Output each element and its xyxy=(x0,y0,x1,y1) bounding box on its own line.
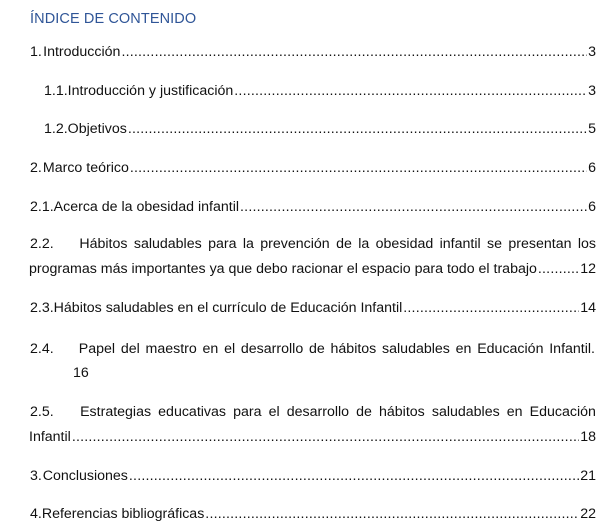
toc-entry-2-2-line1[interactable] xyxy=(30,236,596,256)
toc-entry-title-word: hábitos xyxy=(379,404,425,420)
toc-entry-page: 14 xyxy=(580,300,596,316)
toc-entry-title-word: en xyxy=(202,341,219,357)
toc-entry-2-1[interactable] xyxy=(30,199,596,219)
toc-entry-title-continued: Infantil xyxy=(29,429,71,445)
toc-entry-3[interactable] xyxy=(30,468,596,488)
toc-entry-title-word: se xyxy=(487,236,502,252)
toc-entry-2-5-line2[interactable] xyxy=(29,429,596,449)
toc-entry-title-word: de xyxy=(336,236,352,252)
toc-entry-page: 6 xyxy=(588,199,596,215)
toc-entry-2-5-line1[interactable] xyxy=(30,404,596,424)
toc-entry-title-word: prevención xyxy=(260,236,330,252)
toc-heading: ÍNDICE DE CONTENIDO xyxy=(30,11,197,27)
toc-entry-title-word: hábitos xyxy=(330,341,377,357)
toc-entry-title-word: el xyxy=(268,404,280,420)
toc-entry-title-word: educativas xyxy=(158,404,226,420)
toc-entry-number: 3. xyxy=(30,468,42,484)
toc-entry-title-word: de xyxy=(356,404,372,420)
toc-entry-number: 2. xyxy=(30,160,42,176)
toc-leader-dots xyxy=(72,429,579,445)
toc-entry-number: 2.5. xyxy=(30,404,54,420)
toc-entry-page: 21 xyxy=(580,468,596,484)
toc-entry-2-4-line2[interactable] xyxy=(73,365,596,385)
toc-entry-title-word: en xyxy=(506,404,523,420)
toc-entry-title-word: en xyxy=(455,341,472,357)
toc-entry-title: Hábitos saludables en el currículo de Educación Infantil xyxy=(53,300,403,316)
toc-entry-page: 3 xyxy=(588,83,596,99)
toc-leader-dots xyxy=(234,83,587,99)
toc-leader-dots xyxy=(129,468,579,484)
toc-entry-title: Acerca de la obesidad infantil xyxy=(53,199,240,215)
toc-entry-title-word: desarrollo xyxy=(240,341,304,357)
toc-entry-title-continued: programas más importantes ya que debo racionar el espacio para todo el trabajo xyxy=(29,261,537,277)
toc-entry-title-word: obesidad xyxy=(375,236,434,252)
toc-leader-dots xyxy=(121,44,587,60)
toc-entry-title-word: Hábitos xyxy=(79,236,128,252)
toc-entry-4[interactable] xyxy=(30,506,596,526)
toc-entry-title-word: para xyxy=(208,236,237,252)
toc-entry-title: Introducción y justificación xyxy=(67,83,234,99)
toc-entry-title-word: maestro xyxy=(145,341,197,357)
toc-entry-title-word: los xyxy=(577,236,596,252)
toc-leader-dots xyxy=(128,121,587,137)
toc-leader-dots xyxy=(403,300,579,316)
toc-leader-dots xyxy=(538,261,579,277)
toc-entry-title-word: saludables xyxy=(431,404,500,420)
toc-entry-title-word: Infantil. xyxy=(549,341,595,357)
toc-entry-page: 5 xyxy=(588,121,596,137)
toc-entry-title-word: presentan xyxy=(508,236,572,252)
toc-entry-title-word: Papel xyxy=(78,341,116,357)
toc-entry-page: 22 xyxy=(580,506,596,522)
toc-entry-title-word: desarrollo xyxy=(286,404,350,420)
toc-entry-number: 1. xyxy=(30,44,42,60)
toc-entry-1[interactable] xyxy=(30,44,596,64)
toc-entry-number: 2.3. xyxy=(30,300,54,316)
toc-entry-title-word: para xyxy=(233,404,262,420)
toc-entry-2-4-line1[interactable] xyxy=(30,341,595,361)
toc-entry-number: 1.1. xyxy=(44,83,68,99)
toc-entry-number: 2.1. xyxy=(30,199,54,215)
toc-entry-title-word: Estrategias xyxy=(80,404,152,420)
toc-entry-page: 16 xyxy=(73,365,89,381)
toc-entry-number: 1.2. xyxy=(44,121,68,137)
toc-entry-title: Conclusiones xyxy=(42,468,128,484)
toc-entry-title-word: saludables xyxy=(133,236,202,252)
toc-entry-page: 18 xyxy=(580,429,596,445)
toc-entry-2-2-line2[interactable] xyxy=(29,261,596,281)
toc-entry-title-word: del xyxy=(120,341,140,357)
toc-entry-title: Referencias bibliográficas xyxy=(41,506,205,522)
toc-entry-number: 2.4. xyxy=(30,341,54,357)
toc-entry-title-word: la xyxy=(242,236,254,252)
toc-entry-title: Marco teórico xyxy=(42,160,129,176)
toc-entry-page: 12 xyxy=(580,261,596,277)
toc-leader-dots xyxy=(130,160,587,176)
toc-entry-page: 6 xyxy=(588,160,596,176)
toc-entry-1-1[interactable] xyxy=(44,83,596,103)
toc-entry-title-word: Educación xyxy=(477,341,544,357)
toc-entry-title: Introducción xyxy=(43,44,121,60)
toc-entry-title-word: Educación xyxy=(529,404,596,420)
toc-entry-title-word: infantil xyxy=(439,236,481,252)
toc-entry-title-word: la xyxy=(358,236,370,252)
toc-entry-2-3[interactable] xyxy=(30,300,596,320)
toc-entry-title-word: el xyxy=(224,341,236,357)
toc-leader-dots xyxy=(205,506,579,522)
toc-entry-title-word: de xyxy=(308,341,325,357)
toc-entry-page: 3 xyxy=(588,44,596,60)
toc-entry-1-2[interactable] xyxy=(44,121,596,141)
toc-entry-title-word: saludables xyxy=(382,341,450,357)
toc-entry-number: 2.2. xyxy=(30,236,54,252)
toc-entry-title: Objetivos xyxy=(67,121,127,137)
toc-entry-number: 4. xyxy=(30,506,42,522)
toc-leader-dots xyxy=(240,199,587,215)
toc-entry-2[interactable] xyxy=(30,160,596,180)
